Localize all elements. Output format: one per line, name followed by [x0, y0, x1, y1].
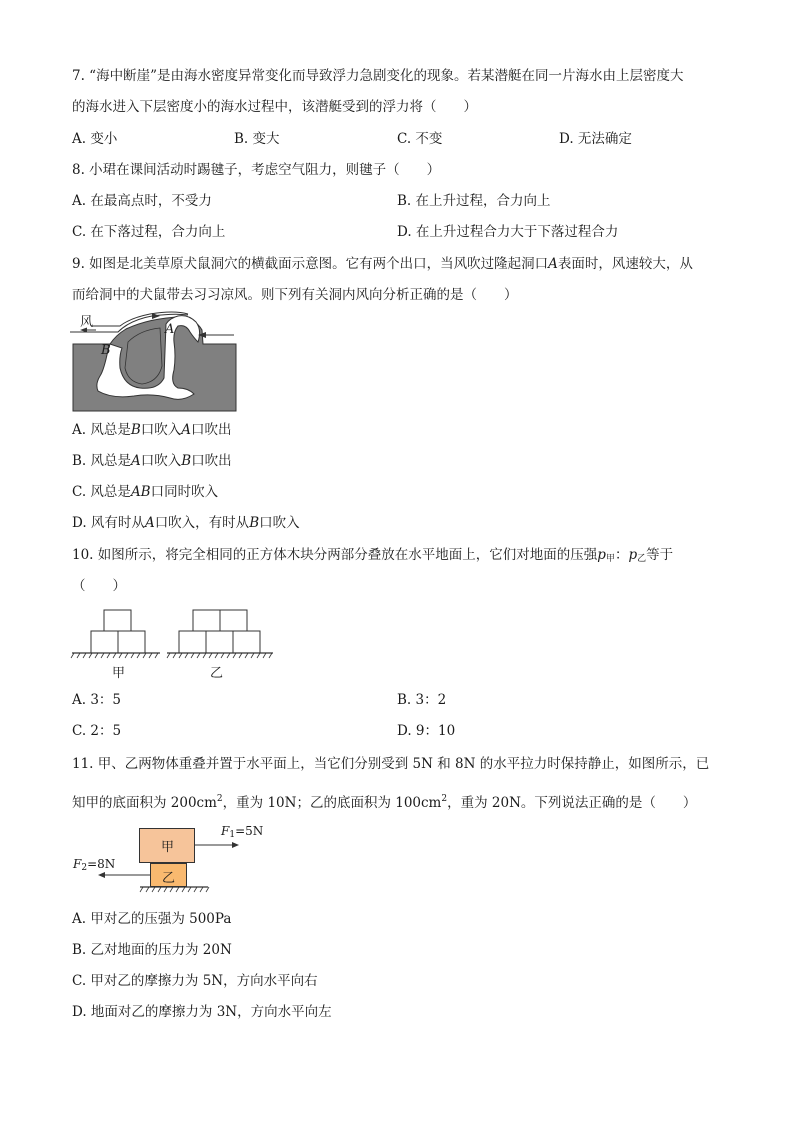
q8-option-d: D. 在上升过程合力大于下落过程合力 [397, 224, 619, 240]
q7-option-d: D. 无法确定 [559, 131, 632, 147]
q9-option-b: B. 风总是A口吹入B口吹出 [72, 453, 232, 469]
q9-stem-line1: 9. 如图是北美草原犬鼠洞穴的横截面示意图。它有两个出口，当风吹过隆起洞口A表面时，风速较大，从 [72, 256, 693, 272]
q9-option-c: C. 风总是AB口同时吹入 [72, 484, 219, 500]
ground-hatch [140, 887, 209, 892]
q11-stem-line2: 知甲的底面积为 $200cm^2$，重为 10N；乙的底面积为 $100cm^2$，重为 20N。下列说法正确的是（ ） [72, 794, 697, 811]
f1-label: $F_1=5N$ [221, 824, 264, 840]
q9-stem-line2: 而给洞中的犬鼠带去习习凉风。则下列有关洞内风向分析正确的是（ ） [72, 287, 518, 303]
label-jia: 甲 [112, 666, 126, 681]
q11-option-b: B. 乙对地面的压力为 20N [72, 942, 232, 958]
q8-stem: 8. 小珺在课间活动时踢毽子，考虑空气阻力，则毽子（ ） [72, 162, 441, 178]
blocks-figure [70, 604, 292, 682]
wind-arrowhead [152, 313, 160, 319]
q7-stem-line1: 7. “海中断崖”是由海水密度异常变化而导致浮力急剧变化的现象。若某潜艇在同一片海水由上层密度大 [72, 68, 684, 84]
q9-option-d: D. 风有时从A口吹入，有时从B口吹入 [72, 515, 300, 531]
q7-option-c: C. 不变 [397, 131, 443, 147]
q10-option-d: D. 9：10 [397, 723, 456, 739]
q10-option-a: A. 3：5 [72, 692, 122, 708]
q10-paren: （ ） [72, 578, 126, 594]
q11-option-d: D. 地面对乙的摩擦力为 3N，方向水平向左 [72, 1004, 332, 1020]
q11-option-c: C. 甲对乙的摩擦力为 5N，方向水平向右 [72, 973, 318, 989]
stacked-blocks-figure [70, 820, 270, 896]
q9-var-a: A [548, 256, 558, 272]
q7-stem-line2: 的海水进入下层密度小的海水过程中，该潜艇受到的浮力将（ ） [72, 99, 477, 115]
blocks-diagram [70, 604, 292, 664]
burrow-label-b: B [101, 343, 111, 358]
q10-stem: 10. 如图所示，将完全相同的正方体木块分两部分叠放在水平地面上，它们对地面的压强$p_甲$：$p_乙$等于 [72, 547, 674, 564]
q8-option-a: A. 在最高点时，不受力 [72, 193, 212, 209]
q10-option-c: C. 2：5 [72, 723, 122, 739]
burrow-figure [70, 308, 240, 414]
label-yi: 乙 [210, 666, 224, 681]
q11-option-a: A. 甲对乙的压强为 500Pa [72, 911, 232, 927]
f2-label: $F_2=8N$ [73, 857, 116, 873]
q9-option-a: A. 风总是B口吹入A口吹出 [72, 422, 232, 438]
q8-option-c: C. 在下落过程，合力向上 [72, 224, 226, 240]
q8-option-b: B. 在上升过程，合力向上 [397, 193, 551, 209]
burrow-label-a: A [165, 322, 175, 337]
ground-hatch [71, 653, 272, 658]
f1-arrowhead [232, 842, 239, 848]
block-yi-label: 乙 [162, 871, 176, 886]
q11-stem-line1: 11. 甲、乙两物体重叠并置于水平面上，当它们分别受到 5N 和 8N 的水平拉力时保持静止，如图所示，已 [72, 756, 710, 772]
wind-label: 风 [80, 315, 94, 330]
block-jia-label: 甲 [161, 840, 175, 855]
burrow-diagram [70, 308, 240, 414]
q7-option-a: A. 变小 [72, 131, 118, 147]
q7-option-b: B. 变大 [234, 131, 280, 147]
q10-option-b: B. 3：2 [397, 692, 447, 708]
